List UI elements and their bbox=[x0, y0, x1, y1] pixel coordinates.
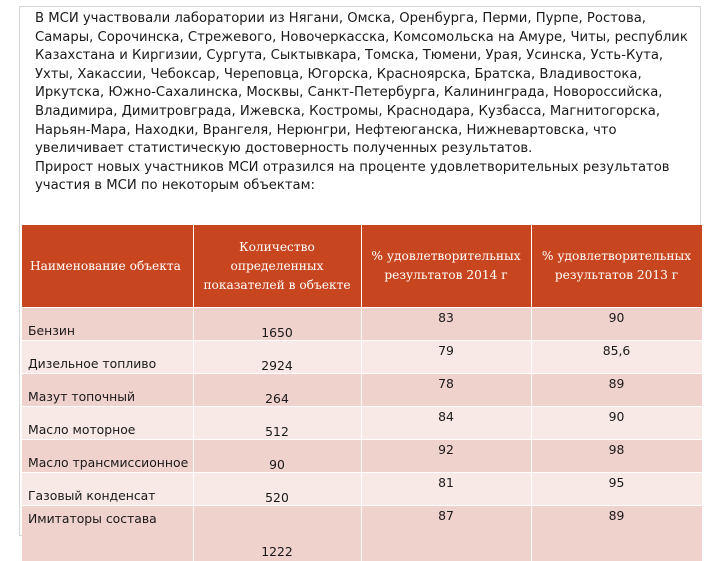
row-pct-2014: 81 bbox=[361, 473, 531, 506]
header-indicator-count: Количество определенных показателей в объекте bbox=[193, 225, 361, 308]
row-count: 2924 bbox=[193, 341, 361, 374]
row-pct-2014: 78 bbox=[361, 374, 531, 407]
table-row bbox=[22, 506, 702, 561]
intro-text bbox=[35, 10, 695, 196]
row-pct-2014: 83 bbox=[361, 308, 531, 341]
header-object-name: Наименование объекта bbox=[22, 225, 193, 308]
table-row bbox=[22, 308, 702, 341]
table-row bbox=[22, 473, 702, 506]
row-name: Масло трансмиссионное bbox=[22, 440, 193, 473]
header-pct-2014: % удовлетворительных результатов 2014 г bbox=[361, 225, 531, 308]
row-name: Газовый конденсат bbox=[22, 473, 193, 506]
table-row bbox=[22, 407, 702, 440]
row-pct-2013: 95 bbox=[531, 473, 702, 506]
row-name: Дизельное топливо bbox=[22, 341, 193, 374]
row-pct-2014: 87 bbox=[361, 506, 531, 561]
row-count: 1222 bbox=[193, 506, 361, 561]
row-pct-2014: 84 bbox=[361, 407, 531, 440]
row-count: 90 bbox=[193, 440, 361, 473]
table-row bbox=[22, 440, 702, 473]
row-pct-2014: 79 bbox=[361, 341, 531, 374]
intro-paragraph-1: В МСИ участвовали лаборатории из Нягани, Омска, Оренбурга, Перми, Пурпе, Ростова, Самары, Сорочинска, Стрежевого, Новочеркасска, Комсомольска на Амуре, Читы, республик Казахстана и Киргизии, Сургута, Сыктывкара, Томска, Тюмени, Урая, Усинска, Усть-Кута, Ухты, Хакассии, Чебоксар, Череповца, Югорска, Красноярска, Братска, Владивостока, Иркутска, Южно-Сахалинска, Москвы, Санкт-Петербурга, Калининграда, Новороссийска, Владимира, Димитровграда, Ижевска, Костромы, Краснодара, Кузбасса, Магнитогорска, Нарьян-Мара, Находки, Врангеля, Нерюнгри, Нефтеюганска, Нижневартовска, что увеличивает статистическую достоверность полученных результатов. bbox=[35, 10, 695, 159]
row-pct-2014: 92 bbox=[361, 440, 531, 473]
row-name: Мазут топочный bbox=[22, 374, 193, 407]
results-table bbox=[22, 225, 703, 561]
row-pct-2013: 90 bbox=[531, 407, 702, 440]
table-header-row bbox=[22, 225, 702, 308]
row-pct-2013: 90 bbox=[531, 308, 702, 341]
row-pct-2013: 89 bbox=[531, 374, 702, 407]
row-count: 512 bbox=[193, 407, 361, 440]
row-count: 1650 bbox=[193, 308, 361, 341]
row-name: Имитаторы состава bbox=[22, 506, 193, 561]
row-name: Бензин bbox=[22, 308, 193, 341]
header-pct-2013: % удовлетворительных результатов 2013 г bbox=[531, 225, 702, 308]
table-row bbox=[22, 341, 702, 374]
row-pct-2013: 85,6 bbox=[531, 341, 702, 374]
row-name: Масло моторное bbox=[22, 407, 193, 440]
table-row bbox=[22, 374, 702, 407]
row-pct-2013: 98 bbox=[531, 440, 702, 473]
row-count: 520 bbox=[193, 473, 361, 506]
intro-paragraph-2: Прирост новых участников МСИ отразился на проценте удовлетворительных результатов участия в МСИ по некоторым объектам: bbox=[35, 159, 695, 196]
row-count: 264 bbox=[193, 374, 361, 407]
row-pct-2013: 89 bbox=[531, 506, 702, 561]
